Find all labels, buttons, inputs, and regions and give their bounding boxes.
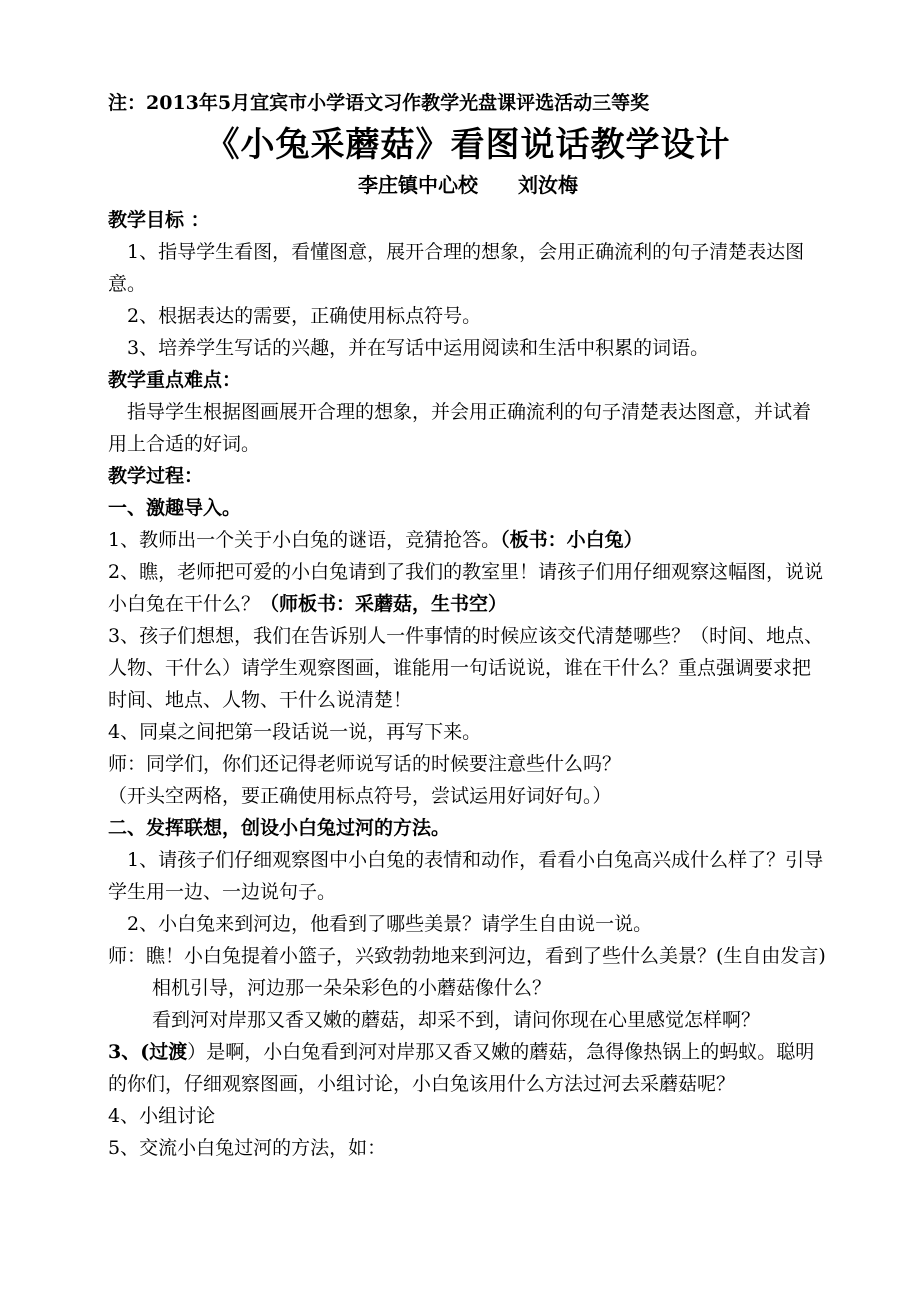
author-name: 刘汝梅 [518, 173, 578, 197]
key-heading: 教学重点难点： [108, 369, 242, 391]
part2-step-5: 5、交流小白兔过河的方法，如： [108, 1137, 387, 1159]
part2-step-4: 4、小组讨论 [108, 1105, 216, 1127]
goal-item-1: 1、指导学生看图，看懂图意，展开合理的想象，会用正确流利的句子清楚表达图意。 [108, 241, 805, 295]
part2-heading: 二、发挥联想，创设小白兔过河的方法。 [108, 817, 451, 839]
part2-teacher-line: 师：瞧！小白兔提着小篮子，兴致勃勃地来到河边，看到了些什么美景？(生自由发言) [108, 945, 826, 967]
part2-guide-1: 相机引导，河边那一朵朵彩色的小蘑菇像什么？ [152, 977, 552, 999]
part2-guide-2: 看到河对岸那又香又嫩的蘑菇，却采不到，请问你现在心里感觉怎样啊？ [152, 1009, 761, 1031]
page-title: 《小兔采蘑菇》看图说话教学设计 [205, 125, 731, 165]
author-line [108, 168, 828, 202]
part1-heading: 一、激趣导入。 [108, 497, 242, 519]
part1-teacher-line: 师：同学们，你们还记得老师说写话的时候要注意些什么吗？ [108, 753, 622, 775]
part1-step-4: 4、同桌之间把第一段话说一说，再写下来。 [108, 721, 482, 743]
part1-step-1: 1、教师出一个关于小白兔的谜语，竞猜抢答。（板书：小白兔） [108, 529, 643, 551]
part1-step-2: 2、瞧，老师把可爱的小白兔请到了我们的教室里！请孩子们用仔细观察这幅图，说说小白兔在干什么？（师板书：采蘑菇，生书空） [108, 561, 824, 615]
part2-step-3: 3、(过渡）是啊，小白兔看到河对岸那又香又嫩的蘑菇，急得像热锅上的蚂蚁。聪明的你们，仔细观察图画，小组讨论，小白兔该用什么方法过河去采蘑菇呢？ [108, 1041, 815, 1095]
goals-heading: 教学目标 ： [108, 209, 210, 231]
author-school: 李庄镇中心校 [358, 173, 478, 197]
part2-step-2: 2、小白兔来到河边，他看到了哪些美景？请学生自由说一说。 [127, 913, 653, 935]
goal-item-2: 2、根据表达的需要，正确使用标点符号。 [127, 305, 482, 327]
key-text: 指导学生根据图画展开合理的想象，并会用正确流利的句子清楚表达图意，并试着用上合适的好词。 [108, 401, 812, 455]
part1-step-3: 3、孩子们想想，我们在告诉别人一件事情的时候应该交代清楚哪些？（时间、地点、人物、干什么）请学生观察图画，谁能用一句话说说，谁在干什么？重点强调要求把时间、地点、人物、干什么说清楚！ [108, 625, 824, 711]
award-note: 注：2013年5月宜宾市小学语文习作教学光盘课评选活动三等奖 [108, 92, 650, 114]
part1-answer: （开头空两格，要正确使用标点符号，尝试运用好词好句。） [108, 785, 612, 807]
part2-step-1: 1、请孩子们仔细观察图中小白兔的表情和动作，看看小白兔高兴成什么样了？引导学生用一边、一边说句子。 [108, 849, 824, 903]
process-heading: 教学过程： [108, 465, 204, 487]
goal-item-3: 3、培养学生写话的兴趣，并在写话中运用阅读和生活中积累的词语。 [127, 337, 710, 359]
